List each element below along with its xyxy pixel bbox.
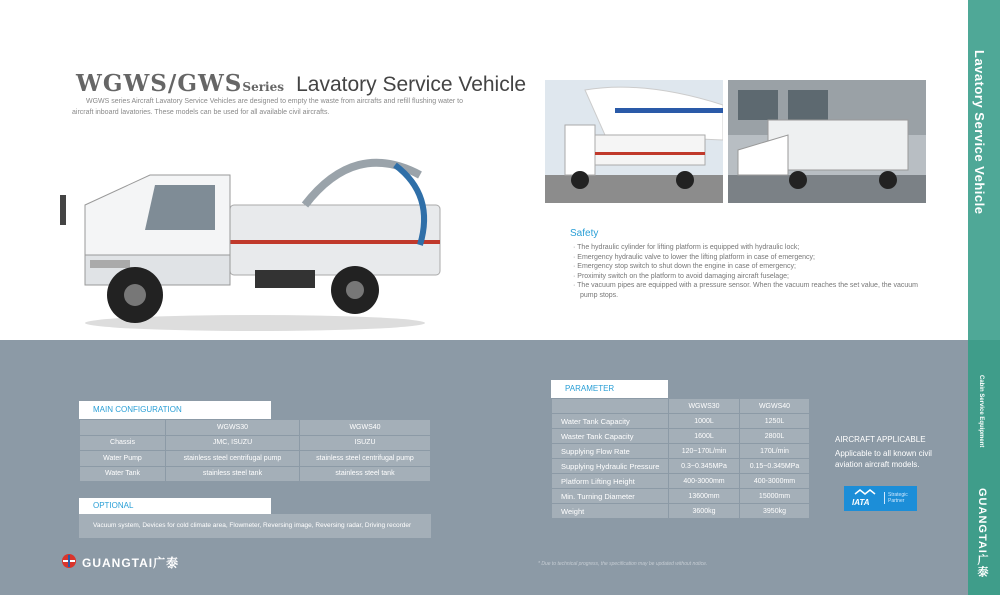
table-cell: Waster Tank Capacity [552,429,669,444]
table-cell: WGWS30 [669,399,740,414]
intro-text: WGWS series Aircraft Lavatory Service Vehicles are designed to empty the waste from aircrafts and refill flushing water to aircraft inboard lavatories. These models can be used for all available civil aircrafts. [72,98,463,116]
table-cell: 2800L [740,429,810,444]
table-cell: 400-3000mm [740,474,810,489]
table-row [552,444,810,459]
series-label: Series [242,80,284,94]
table-cell: 3600kg [669,504,740,519]
parameter-heading: PARAMETER [551,380,668,398]
table-cell: 400-3000mm [669,474,740,489]
main-config-table [79,419,431,482]
table-row [552,459,810,474]
sidebar-title: Lavatory Service Vehicle [972,50,987,215]
table-row [80,466,431,482]
table-cell: Water Tank Capacity [552,414,669,429]
table-row [552,429,810,444]
main-config-heading: MAIN CONFIGURATION [79,401,271,419]
table-cell: 0.15~0.345MPa [740,459,810,474]
table-cell: 1250L [740,414,810,429]
table-cell: 13600mm [669,489,740,504]
table-cell: Water Tank [80,466,166,482]
table-cell: Platform Lifting Height [552,474,669,489]
table-cell: Min. Turning Diameter [552,489,669,504]
footnote: * Due to technical progress, the specification may be updated without notice. [538,561,708,567]
iata-badge [844,486,917,511]
table-cell: 1600L [669,429,740,444]
table-row [80,435,431,451]
table-cell: JMC, ISUZU [166,435,300,451]
safety-item: · Emergency hydraulic valve to lower the lifting platform in case of emergency; [573,253,928,263]
table-cell [552,399,669,414]
table-row [552,414,810,429]
table-header-row [80,420,431,436]
table-cell: 3950kg [740,504,810,519]
iata-globe-icon [854,489,876,498]
table-cell [80,420,166,436]
table-cell: Supplying Flow Rate [552,444,669,459]
safety-item: · Emergency stop switch to shut down the engine in case of emergency; [573,262,928,272]
page-title [76,70,526,97]
table-cell: 170L/min [740,444,810,459]
safety-item: · The vacuum pipes are equipped with a pressure sensor. When the vacuum reaches the set value, the vacuum pump stops. [573,281,928,300]
table-cell: WGWS40 [300,420,431,436]
table-cell: Supplying Hydraulic Pressure [552,459,669,474]
hangar-photo-truck [728,80,926,203]
iata-partner-label: Strategic Partner [884,492,916,504]
table-cell: WGWS30 [166,420,300,436]
airport-photo-truck [545,80,723,203]
table-header-row [552,399,810,414]
table-cell: 1000L [669,414,740,429]
table-cell: Water Pump [80,451,166,467]
table-cell: stainless steel centrifugal pump [166,451,300,467]
table-cell: 15000mm [740,489,810,504]
brand-model: WGWS/GWS [76,70,243,97]
table-cell: stainless steel centrifugal pump [300,451,431,467]
table-cell: stainless steel tank [166,466,300,482]
table-cell: stainless steel tank [300,466,431,482]
safety-list [573,243,928,300]
table-row [552,489,810,504]
safety-item: · Proximity switch on the platform to avoid damaging aircraft fuselage; [573,272,928,282]
iata-logo-text: IATA [852,498,870,507]
table-cell: WGWS40 [740,399,810,414]
sidebar-category: Cabin Service Equipment [978,375,984,448]
aircraft-heading: AIRCRAFT APPLICABLE [835,435,926,444]
truck-image [55,145,450,335]
sidebar-brand: GUANGTAI广泰 [976,488,988,578]
safety-item: · The hydraulic cylinder for lifting platform is equipped with hydraulic lock; [573,243,928,253]
table-row [552,504,810,519]
table-row [552,474,810,489]
aircraft-description: Applicable to all known civil aviation aircraft models. [835,449,932,469]
safety-heading: Safety [570,228,599,239]
table-cell: 120~170L/min [669,444,740,459]
optional-text: Vacuum system, Devices for cold climate area, Flowmeter, Reversing image, Reversing radar, Driving recorder [79,514,431,538]
parameter-table [551,398,810,519]
product-name: Lavatory Service Vehicle [296,73,527,96]
table-cell: 0.3~0.345MPa [669,459,740,474]
optional-heading: OPTIONAL [79,498,271,514]
footer-logo-text: GUANGTAI广泰 [82,556,180,570]
table-cell: ISUZU [300,435,431,451]
guangtai-logo-icon [60,553,78,569]
table-cell: Chassis [80,435,166,451]
table-cell: Weight [552,504,669,519]
table-row [80,451,431,467]
